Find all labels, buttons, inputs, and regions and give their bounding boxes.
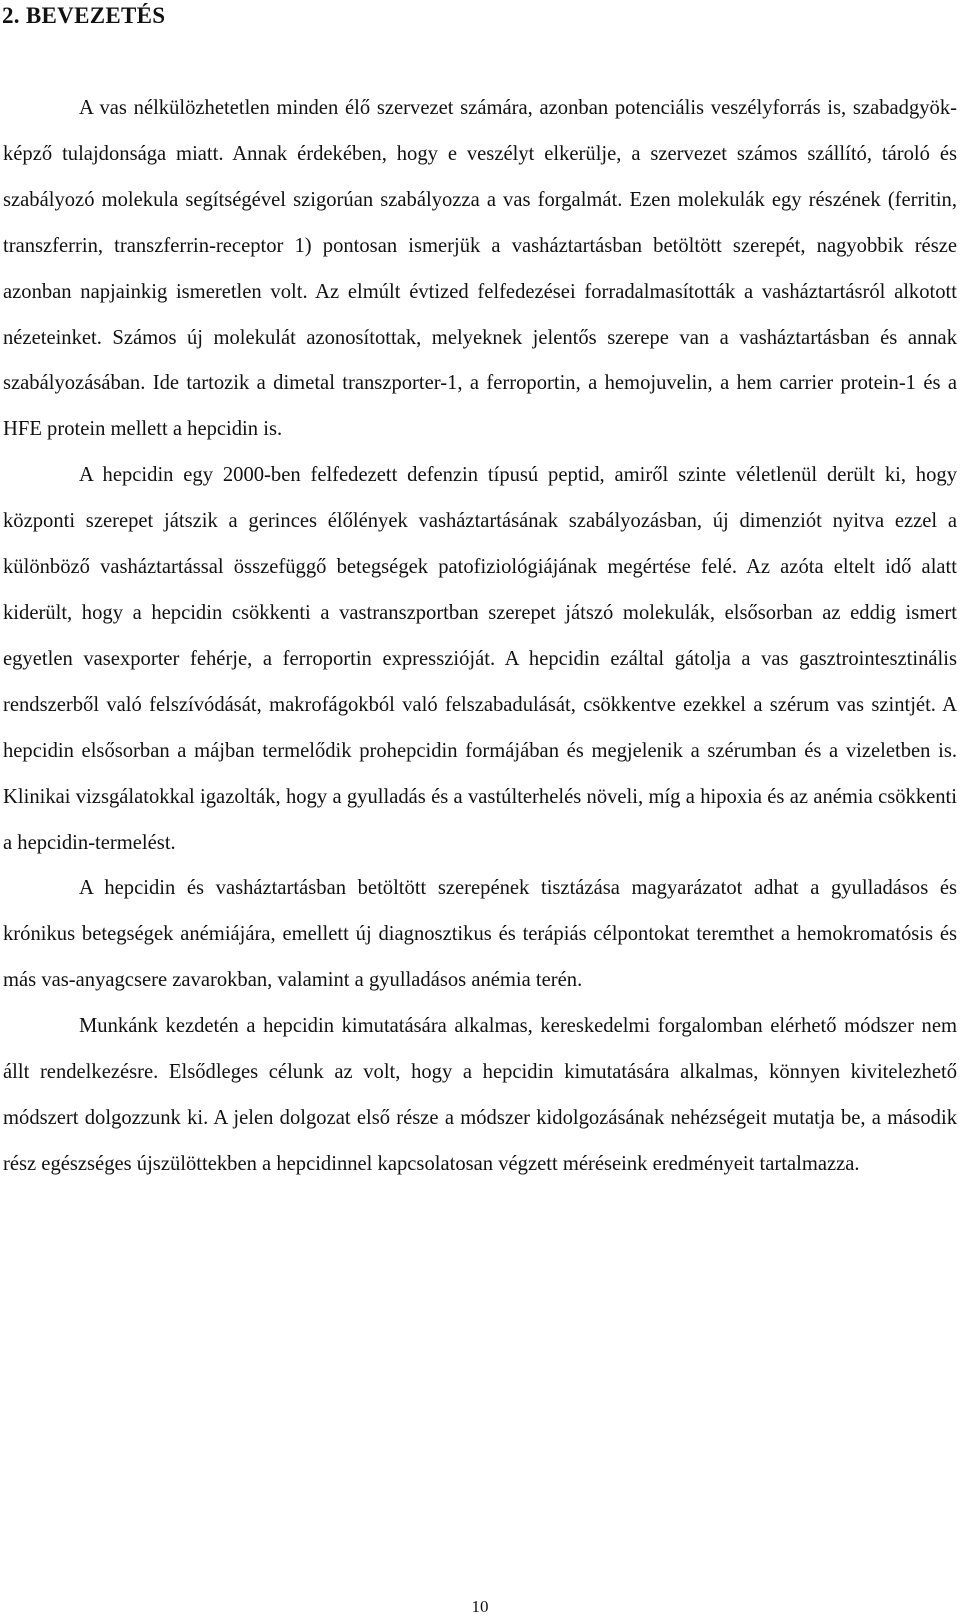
paragraph-hepcidin-discovery: A hepcidin egy 2000-ben felfedezett defenzin típusú peptid, amiről szinte véletlenül derült ki, hogy központi szerepet játszik a gerinces élőlények vasháztartásának szabályozásban, új dimenziót nyitva ezzel a különböző vasháztartással összefüggő betegségek patofiziológiájának megértése felé. Az azóta eltelt idő alatt kiderült, hogy a hepcidin csökkenti a vastranszportban szerepet játszó molekulák, elsősorban az eddig ismert egyetlen vasexporter fehérje, a ferroportin expresszióját. A hepcidin ezáltal gátolja a vas gasztrointesztinális rendszerből való felszívódását, makrofágokból való felszabadulását, csökkentve ezekkel a szérum vas szintjét. A hepcidin elsősorban a májban termelődik prohepcidin formájában és megjelenik a szérumban és a vizeletben is. Klinikai vizsgálatokkal igazolták, hogy a gyulladás és a vastúlterhelés növeli, míg a hipoxia és az anémia csökkenti a hepcidin-termelést. [3, 464, 957, 854]
body-text [3, 86, 957, 1188]
page-number: 10 [471, 1597, 489, 1616]
paragraph-aims: Munkánk kezdetén a hepcidin kimutatására alkalmas, kereskedelmi forgalomban elérhető módszer nem állt rendelkezésre. Elsődleges célunk az volt, hogy a hepcidin kimutatására alkalmas, könnyen kivitelezhető módszert dolgozzunk ki. A jelen dolgozat első része a módszer kidolgozásának nehézségeit mutatja be, a második rész egészséges újszülöttekben a hepcidinnel kapcsolatosan végzett méréseink eredményeit tartalmazza. [3, 1015, 957, 1175]
section-heading: 2. BEVEZETÉS [2, 3, 166, 28]
paragraph-iron-intro: A vas nélkülözhetetlen minden élő szervezet számára, azonban potenciális veszélyforrás is, szabadgyök-képző tulajdonsága miatt. Annak érdekében, hogy e veszélyt elkerülje, a szervezet számos szállító, tároló és szabályozó molekula segítségével szigorúan szabályozza a vas forgalmát. Ezen molekulák egy részének (ferritin, transzferrin, transzferrin-receptor 1) pontosan ismerjük a vasháztartásban betöltött szerepét, nagyobbik része azonban napjainkig ismeretlen volt. Az elmúlt évtized felfedezései forradalmasították a vasháztartásról alkotott nézeteinket. Számos új molekulát azonosítottak, melyeknek jelentős szerepe van a vasháztartásban és annak szabályozásában. Ide tartozik a dimetal transzporter-1, a ferroportin, a hemojuvelin, a hem carrier protein-1 és a HFE protein mellett a hepcidin is. [3, 97, 957, 441]
paragraph-clinical-significance: A hepcidin és vasháztartásban betöltött szerepének tisztázása magyarázatot adhat a gyulladásos és krónikus betegségek anémiájára, emellett új diagnosztikus és terápiás célpontokat teremthet a hemokromatósis és más vas-anyagcsere zavarokban, valamint a gyulladásos anémia terén. [3, 877, 957, 992]
